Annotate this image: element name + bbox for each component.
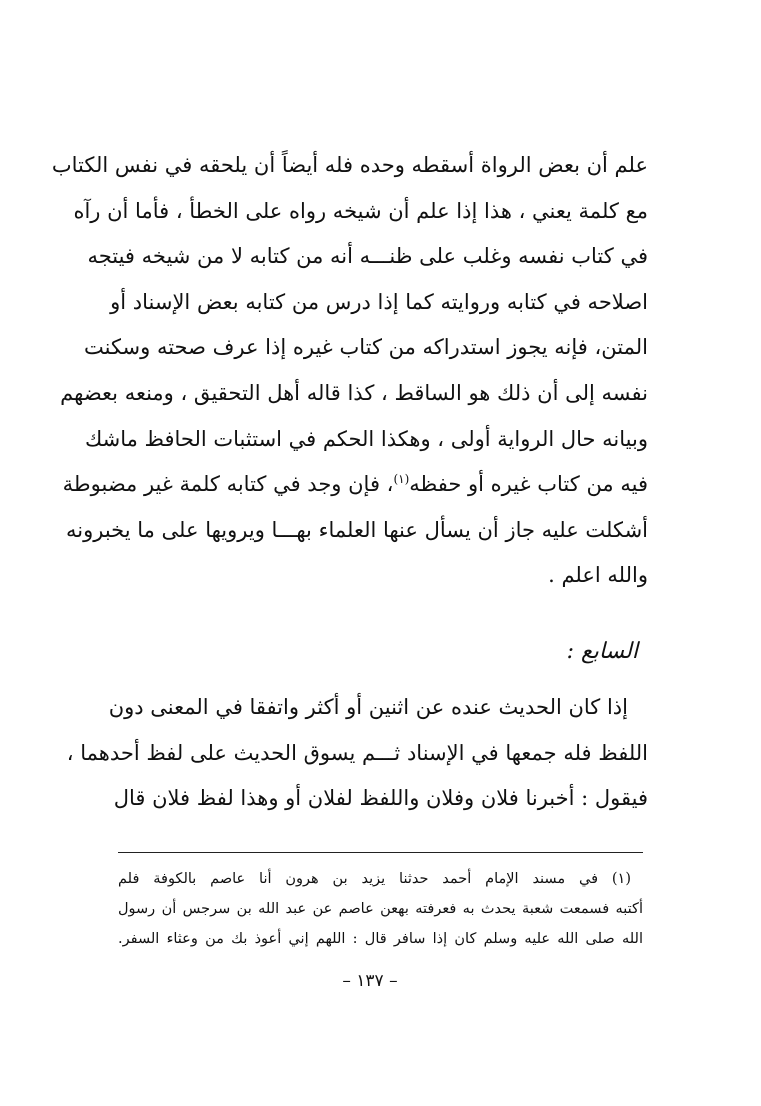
footnote-divider (118, 852, 643, 853)
body-line-7: وبيانه حال الرواية أولى ، وهكذا الحكم في استثبات الحافظ ماشك (84, 426, 648, 451)
section-line-1: إذا كان الحديث عنده عن اثنين أو أكثر واتفقا في المعنى دون (108, 695, 628, 719)
body-line-4: اصلاحه في كتابه وروايته كما إذا درس من كتابه بعض الإسناد أو (110, 289, 648, 314)
section-line-3: فيقول : أخبرنا فلان وفلان واللفظ لفلان أو وهذا لفظ فلان قال (113, 786, 648, 811)
footnote-line-2: أكتبه فسمعت شعبة يحدث به فعرفته بهعن عاصم عن عبد الله بن سرجس أن رسول (118, 901, 643, 917)
body-line-6: نفسه إلى أن ذلك هو الساقط ، كذا قاله أهل التحقيق ، ومنعه بعضهم (60, 380, 648, 405)
body-line-3: في كتاب نفسه وغلب على ظنـــه أنه من كتابه لا من شيخه فيتجه (87, 244, 648, 269)
footnote-reference-marker: (١) (393, 472, 410, 487)
section-body-text (66, 685, 648, 822)
section-line-2: اللفظ فله جمعها في الإسناد ثـــم يسوق الحديث على لفظ أحدهما ، (66, 740, 648, 765)
body-line-8-end: ، فإن وجد في كتابه كلمة غير مضبوطة (62, 472, 394, 497)
body-line-5: المتن، فإنه يجوز استدراكه من كتاب غيره إذا عرف صحته وسكنت (83, 335, 648, 360)
body-line-1: علم أن بعض الرواة أسقطه وحده فله أيضاً أن يلحقه في نفس الكتاب (51, 153, 648, 177)
page-number: – ١٣٧ – (342, 971, 398, 991)
body-line-10: والله اعلم . (548, 563, 648, 588)
section-heading: السابع : (566, 639, 638, 664)
footnote-line-1: (١) في مسند الإمام أحمد حدثنا يزيد بن هرون أنا عاصم بالكوفة فلم (118, 871, 631, 887)
footnote-line-3: الله صلى الله عليه وسلم كان إذا سافر قال : اللهم إني أعوذ بك من وعثاء السفر. (118, 931, 643, 947)
body-line-9: أشكلت عليه جاز أن يسأل عنها العلماء بهـــا ويرويها على ما يخبرونه (65, 517, 648, 542)
body-line-8 (62, 462, 648, 508)
main-body-text (51, 143, 648, 599)
body-line-2: مع كلمة يعني ، هذا إذا علم أن شيخه رواه على الخطأ ، فأما أن رآه (73, 198, 648, 223)
body-line-8-start: فيه من كتاب غيره أو حفظه (409, 472, 648, 497)
footnote-block (118, 864, 643, 954)
